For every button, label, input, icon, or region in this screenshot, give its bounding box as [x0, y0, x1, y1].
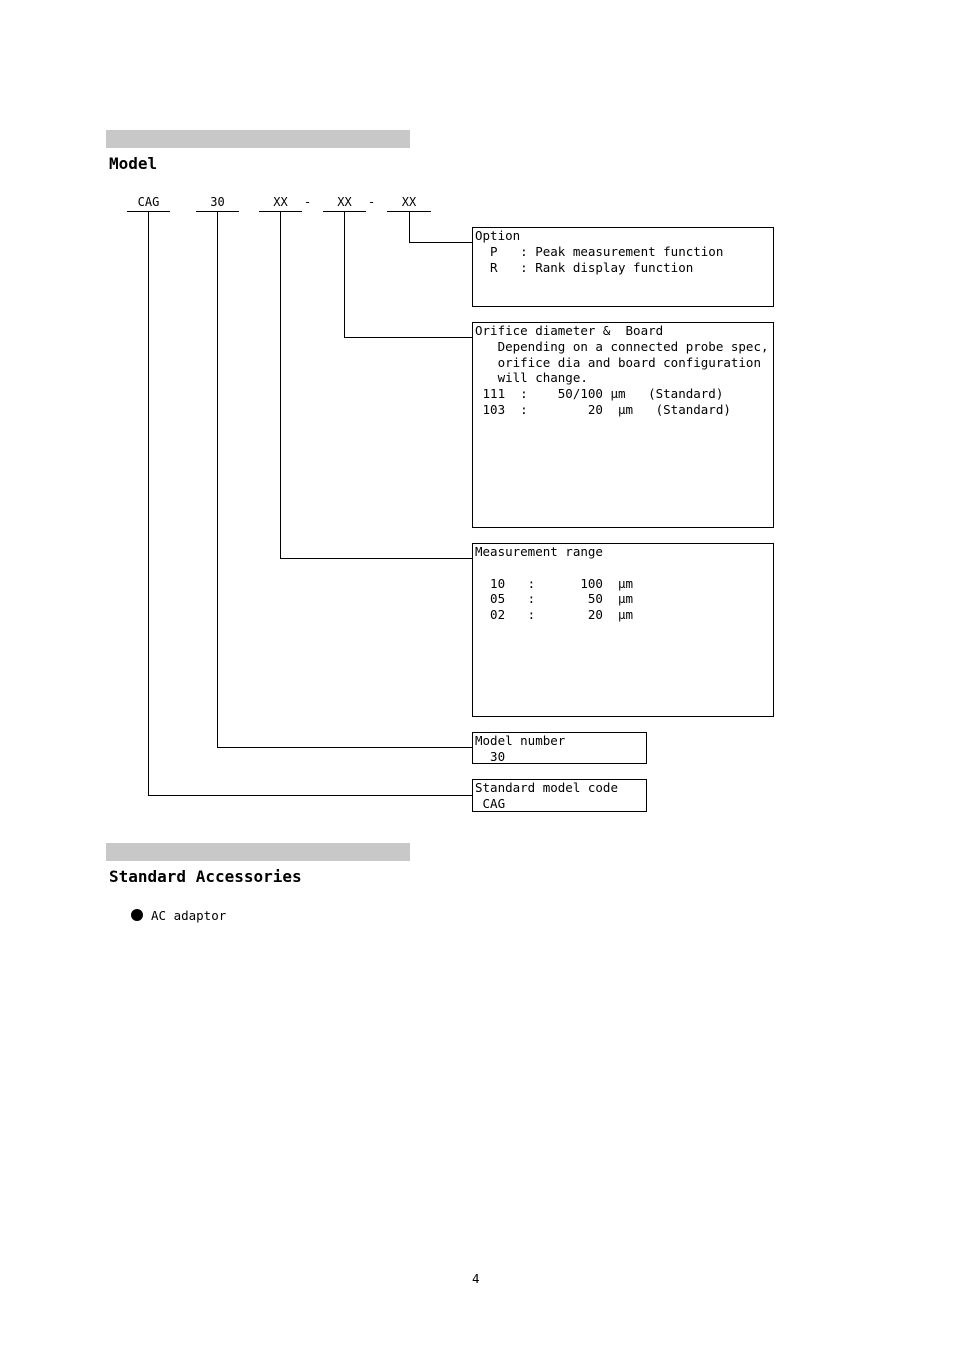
connector-option-horizontal	[409, 242, 473, 243]
orifice-row: 103 : 20 μm (Standard)	[475, 401, 731, 417]
orifice-row: 111 : 50/100 μm (Standard)	[475, 386, 724, 402]
model-number-value: 30	[475, 748, 506, 764]
code-range: XX	[273, 195, 288, 209]
range-row	[475, 560, 773, 576]
model-number-title: Model number	[475, 733, 566, 748]
accessories-heading: Standard Accessories	[109, 867, 302, 886]
code-orifice: XX	[337, 195, 352, 209]
connector-model-number-vertical	[217, 212, 218, 748]
orifice-box	[472, 322, 774, 528]
model-heading: Model	[109, 154, 158, 173]
accessory-item	[131, 908, 226, 923]
connector-range-vertical	[280, 212, 281, 559]
bullet-icon	[131, 909, 143, 921]
range-row: 05 : 50 μm	[475, 591, 634, 607]
option-title: Option	[475, 228, 521, 243]
connector-model-number-horizontal	[217, 747, 473, 748]
orifice-row: orifice dia and board configuration	[475, 354, 761, 370]
code-dash-2: -	[368, 195, 376, 209]
model-number-box	[472, 732, 647, 764]
section-bar-accessories	[106, 843, 410, 861]
range-box	[472, 543, 774, 717]
range-row: 10 : 100 μm	[475, 575, 634, 591]
option-row: P : Peak measurement function	[475, 243, 724, 259]
code-model-number: 30	[210, 195, 225, 209]
range-row: 02 : 20 μm	[475, 607, 634, 623]
page-number: 4	[472, 1271, 480, 1286]
code-cag: CAG	[137, 195, 160, 209]
code-dash-1: -	[304, 195, 312, 209]
option-box	[472, 227, 774, 307]
standard-code-box	[472, 779, 647, 812]
code-option: XX	[401, 195, 417, 209]
connector-orifice-horizontal	[344, 337, 473, 338]
range-title: Measurement range	[475, 544, 603, 559]
section-bar-model	[106, 130, 410, 148]
standard-code-value: CAG	[475, 795, 506, 811]
orifice-title: Orifice diameter & Board	[475, 323, 664, 338]
connector-orifice-vertical	[344, 212, 345, 338]
connector-standard-code-horizontal	[148, 795, 473, 796]
connector-option-vertical	[409, 212, 410, 243]
accessory-label: AC adaptor	[151, 908, 227, 923]
orifice-row: Depending on a connected probe spec,	[475, 338, 769, 354]
connector-standard-code-vertical	[148, 212, 149, 796]
orifice-row: will change.	[475, 370, 588, 386]
connector-range-horizontal	[280, 558, 473, 559]
standard-code-title: Standard model code	[475, 780, 618, 795]
option-row: R : Rank display function	[475, 259, 694, 275]
